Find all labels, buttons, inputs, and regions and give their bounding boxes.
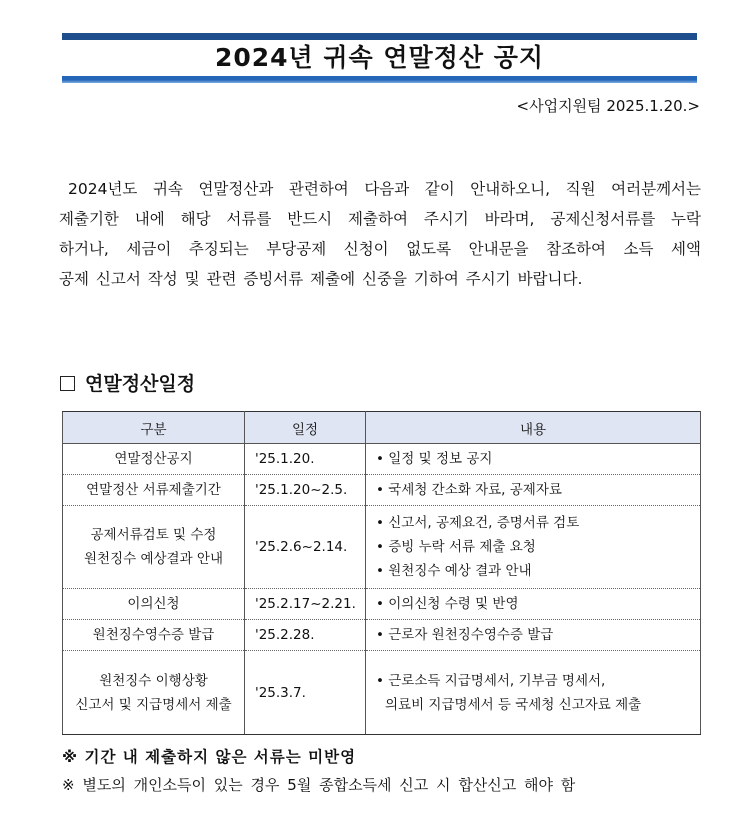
cell-category <box>63 651 245 735</box>
cell-content <box>366 444 701 475</box>
category-line: 신고서 및 지급명세서 제출 <box>75 696 232 713</box>
cell-content <box>366 506 701 589</box>
category-line: 원천징수 이행상황 <box>99 672 208 689</box>
cell-date: '25.1.20. <box>245 444 366 475</box>
author-date: <사업지원팀 2025.1.20.> <box>516 97 700 115</box>
cell-category <box>63 620 245 651</box>
cell-category <box>63 475 245 506</box>
category-line: 연말정산 서류제출기간 <box>86 482 221 498</box>
cell-date: '25.2.17~2.21. <box>245 589 366 620</box>
cell-category <box>63 589 245 620</box>
table-row <box>63 475 701 506</box>
schedule-table <box>62 411 701 735</box>
content-item-continued: 의료비 지급명세서 등 국세청 신고자료 제출 <box>385 696 642 713</box>
intro-line: 2024년도 귀속 연말정산과 관련하여 다음과 같이 안내하오니, 직원 여러분께서는 <box>68 180 701 198</box>
table-row <box>63 651 701 735</box>
category-line: 원천징수 예상결과 안내 <box>84 551 223 567</box>
cell-date: '25.1.20~2.5. <box>245 475 366 506</box>
section-title <box>60 369 195 396</box>
intro-paragraph <box>59 174 701 294</box>
category-line: 공제서류검토 및 수정 <box>90 527 217 543</box>
category-line: 연말정산공지 <box>114 451 193 467</box>
cell-date: '25.2.28. <box>245 620 366 651</box>
table-row <box>63 620 701 651</box>
content-item: • 근로소득 지급명세서, 기부금 명세서, <box>376 669 700 693</box>
content-item: • 근로자 원천징수영수증 발급 <box>376 623 700 647</box>
checkbox-square-icon <box>60 376 75 391</box>
category-line: 원천징수영수증 발급 <box>92 627 215 643</box>
note-unsubmitted: ※ 기간 내 제출하지 않은 서류는 미반영 <box>62 748 357 766</box>
header-category: 구분 <box>63 412 245 444</box>
cell-category <box>63 444 245 475</box>
cell-content <box>366 620 701 651</box>
title-bar-bottom <box>62 76 697 83</box>
cell-category <box>63 506 245 589</box>
table-row <box>63 506 701 589</box>
content-item: • 신고서, 공제요건, 증명서류 검토 <box>376 511 700 535</box>
header-date: 일정 <box>245 412 366 444</box>
content-item: • 증빙 누락 서류 제출 요청 <box>376 535 700 559</box>
cell-date: '25.3.7. <box>245 651 366 735</box>
content-item: • 원천징수 예상 결과 안내 <box>376 559 700 583</box>
page-title: 2024년 귀속 연말정산 공지 <box>214 43 545 72</box>
cell-date: '25.2.6~2.14. <box>245 506 366 589</box>
cell-content <box>366 589 701 620</box>
category-line: 이의신청 <box>127 596 180 612</box>
content-item: • 국세청 간소화 자료, 공제자료 <box>376 478 700 502</box>
cell-content <box>366 651 701 735</box>
title-bar-top <box>62 33 697 40</box>
table-header-row <box>63 412 701 444</box>
table-row <box>63 444 701 475</box>
content-item: • 일정 및 정보 공지 <box>376 447 700 471</box>
intro-line: 제출기한 내에 해당 서류를 반드시 제출하여 주시기 바라며, 공제신청서류를 누락 <box>59 210 701 228</box>
intro-line: 공제 신고서 작성 및 관련 증빙서류 제출에 신중을 기하여 주시기 바랍니다. <box>59 270 583 288</box>
note-separate-income: ※ 별도의 개인소득이 있는 경우 5월 종합소득세 신고 시 합산신고 해야 함 <box>62 776 576 794</box>
header-content: 내용 <box>366 412 701 444</box>
cell-content <box>366 475 701 506</box>
content-item: • 이의신청 수령 및 반영 <box>376 592 700 616</box>
section-title-text: 연말정산일정 <box>85 373 196 395</box>
intro-line: 하거나, 세금이 추징되는 부당공제 신청이 없도록 안내문을 참조하여 소득 세액 <box>59 240 701 258</box>
table-row <box>63 589 701 620</box>
